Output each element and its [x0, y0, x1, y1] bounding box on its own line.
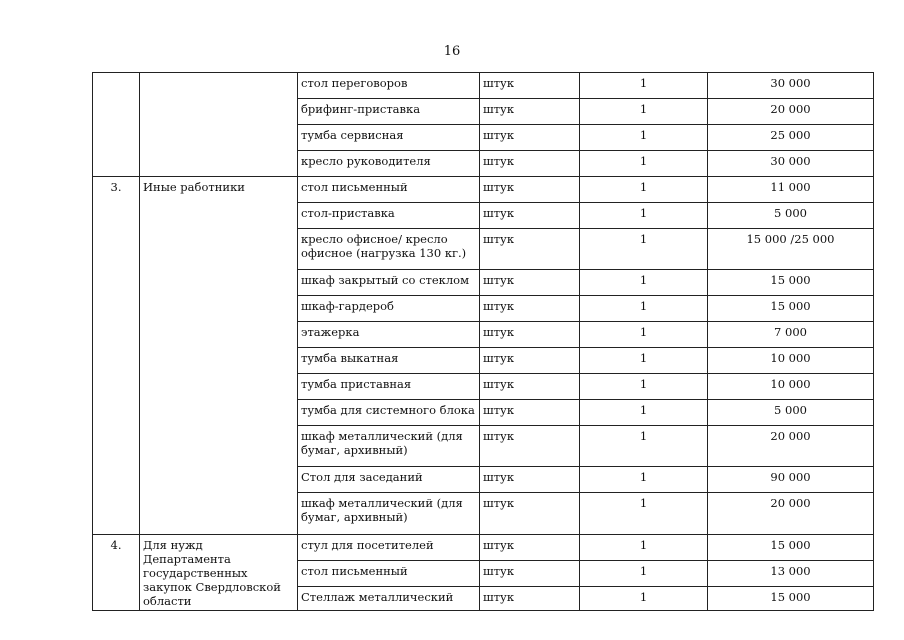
row-number: 4. — [93, 535, 140, 611]
furniture-norms-table — [92, 72, 874, 611]
price-cell: 10 000 — [708, 348, 874, 374]
item-cell: Стеллаж металлический — [298, 587, 480, 611]
unit-cell: штук — [480, 587, 580, 611]
price-cell: 15 000 — [708, 587, 874, 611]
item-cell: шкаф металлический (для бумаг, архивный) — [298, 493, 480, 535]
table-row — [93, 177, 874, 203]
item-cell: шкаф закрытый со стеклом — [298, 270, 480, 296]
item-cell: стул для посетителей — [298, 535, 480, 561]
item-cell: этажерка — [298, 322, 480, 348]
category-cell — [140, 73, 298, 177]
quantity-cell: 1 — [580, 73, 708, 99]
price-cell: 25 000 — [708, 125, 874, 151]
quantity-cell: 1 — [580, 587, 708, 611]
quantity-cell: 1 — [580, 99, 708, 125]
price-cell: 15 000 — [708, 535, 874, 561]
item-cell: кресло офисное/ кресло офисное (нагрузка 130 кг.) — [298, 229, 480, 270]
unit-cell: штук — [480, 374, 580, 400]
item-cell: шкаф-гардероб — [298, 296, 480, 322]
item-cell: тумба сервисная — [298, 125, 480, 151]
item-cell: шкаф металлический (для бумаг, архивный) — [298, 426, 480, 467]
unit-cell: штук — [480, 426, 580, 467]
unit-cell: штук — [480, 270, 580, 296]
item-cell: стол письменный — [298, 561, 480, 587]
quantity-cell: 1 — [580, 467, 708, 493]
quantity-cell: 1 — [580, 400, 708, 426]
quantity-cell: 1 — [580, 270, 708, 296]
price-cell: 20 000 — [708, 426, 874, 467]
unit-cell: штук — [480, 348, 580, 374]
quantity-cell: 1 — [580, 125, 708, 151]
unit-cell: штук — [480, 561, 580, 587]
price-cell: 7 000 — [708, 322, 874, 348]
unit-cell: штук — [480, 73, 580, 99]
price-cell: 90 000 — [708, 467, 874, 493]
price-cell: 15 000 — [708, 270, 874, 296]
unit-cell: штук — [480, 296, 580, 322]
price-cell: 20 000 — [708, 99, 874, 125]
item-cell: стол-приставка — [298, 203, 480, 229]
item-cell: стол письменный — [298, 177, 480, 203]
quantity-cell: 1 — [580, 535, 708, 561]
page-number: 16 — [443, 44, 461, 59]
item-cell: брифинг-приставка — [298, 99, 480, 125]
quantity-cell: 1 — [580, 177, 708, 203]
quantity-cell: 1 — [580, 229, 708, 270]
quantity-cell: 1 — [580, 348, 708, 374]
price-cell: 30 000 — [708, 73, 874, 99]
quantity-cell: 1 — [580, 203, 708, 229]
unit-cell: штук — [480, 467, 580, 493]
price-cell: 20 000 — [708, 493, 874, 535]
item-cell: тумба приставная — [298, 374, 480, 400]
category-cell: Для нужд Департамента государственных закупок Свердловской области — [140, 535, 298, 611]
price-cell: 15 000 /25 000 — [708, 229, 874, 270]
price-cell: 11 000 — [708, 177, 874, 203]
quantity-cell: 1 — [580, 561, 708, 587]
item-cell: тумба выкатная — [298, 348, 480, 374]
price-cell: 30 000 — [708, 151, 874, 177]
item-cell: Стол для заседаний — [298, 467, 480, 493]
table-row — [93, 73, 874, 99]
quantity-cell: 1 — [580, 296, 708, 322]
table-row — [93, 535, 874, 561]
price-cell: 13 000 — [708, 561, 874, 587]
unit-cell: штук — [480, 322, 580, 348]
item-cell: стол переговоров — [298, 73, 480, 99]
quantity-cell: 1 — [580, 151, 708, 177]
quantity-cell: 1 — [580, 322, 708, 348]
price-cell: 15 000 — [708, 296, 874, 322]
price-cell: 10 000 — [708, 374, 874, 400]
item-cell: тумба для системного блока — [298, 400, 480, 426]
category-cell: Иные работники — [140, 177, 298, 535]
unit-cell: штук — [480, 229, 580, 270]
row-number — [93, 73, 140, 177]
unit-cell: штук — [480, 151, 580, 177]
unit-cell: штук — [480, 125, 580, 151]
row-number: 3. — [93, 177, 140, 535]
unit-cell: штук — [480, 400, 580, 426]
price-cell: 5 000 — [708, 400, 874, 426]
unit-cell: штук — [480, 99, 580, 125]
quantity-cell: 1 — [580, 426, 708, 467]
unit-cell: штук — [480, 177, 580, 203]
unit-cell: штук — [480, 493, 580, 535]
unit-cell: штук — [480, 535, 580, 561]
unit-cell: штук — [480, 203, 580, 229]
quantity-cell: 1 — [580, 493, 708, 535]
quantity-cell: 1 — [580, 374, 708, 400]
price-cell: 5 000 — [708, 203, 874, 229]
item-cell: кресло руководителя — [298, 151, 480, 177]
